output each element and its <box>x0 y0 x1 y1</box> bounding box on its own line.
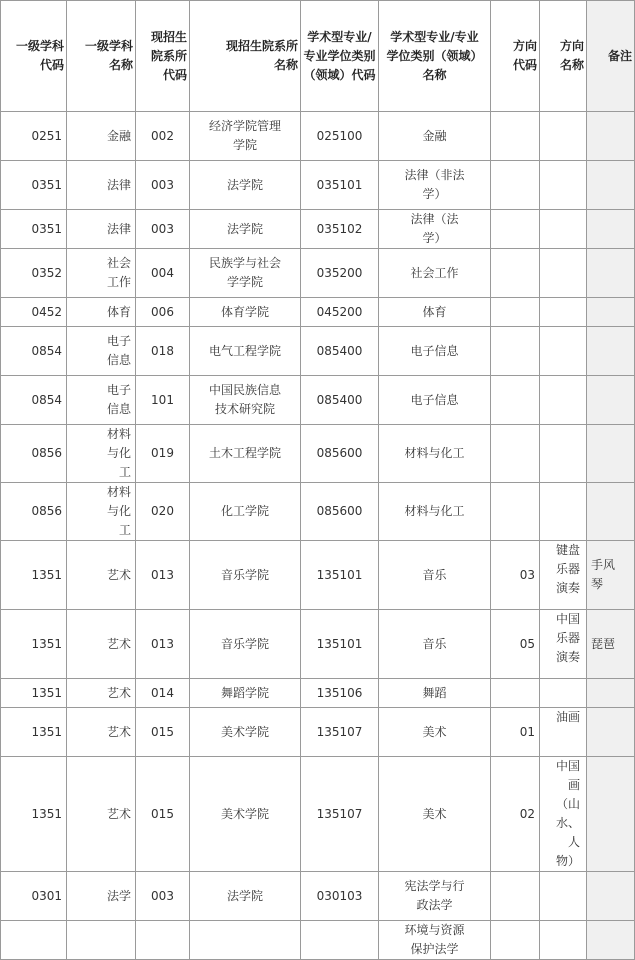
cell-dept-name: 法学院 <box>190 161 301 210</box>
cell-dir-name <box>540 327 587 376</box>
cell-dir-name: 中国画（山水、人物） <box>540 757 587 872</box>
cell-code: 0452 <box>1 298 67 327</box>
cell-dept-code: 006 <box>136 298 190 327</box>
cell-dir-name <box>540 921 587 960</box>
table-row <box>1 112 635 161</box>
cell-code: 1351 <box>1 708 67 757</box>
cell-dir-code: 05 <box>491 610 540 679</box>
table-row <box>1 872 635 921</box>
cell-major-name: 音乐 <box>379 541 491 610</box>
cell-dept-name: 土木工程学院 <box>190 425 301 483</box>
cell-dir-code <box>491 249 540 298</box>
cell-name: 艺术 <box>67 708 136 757</box>
cell-code: 0351 <box>1 161 67 210</box>
cell-major-code: 135101 <box>301 541 379 610</box>
cell-dir-name <box>540 112 587 161</box>
table-row <box>1 679 635 708</box>
header-cell: 现招生院系所代码 <box>136 1 190 112</box>
cell-code: 0854 <box>1 327 67 376</box>
cell-note <box>587 327 635 376</box>
cell-name: 法律 <box>67 210 136 249</box>
cell-major-code: 085600 <box>301 483 379 541</box>
cell-name: 艺术 <box>67 541 136 610</box>
header-cell: 方向代码 <box>491 1 540 112</box>
cell-dept-name: 舞蹈学院 <box>190 679 301 708</box>
cell-dir-code <box>491 679 540 708</box>
cell-dept-name: 民族学与社会学学院 <box>190 249 301 298</box>
cell-note <box>587 376 635 425</box>
cell-name: 电子信息 <box>67 327 136 376</box>
cell-dir-name <box>540 483 587 541</box>
cell-dir-code <box>491 921 540 960</box>
cell-dept-code: 014 <box>136 679 190 708</box>
cell-dept-code: 101 <box>136 376 190 425</box>
cell-name: 法学 <box>67 872 136 921</box>
cell-major-name: 环境与资源保护法学 <box>379 921 491 960</box>
cell-note <box>587 161 635 210</box>
cell-code: 0251 <box>1 112 67 161</box>
cell-code: 0854 <box>1 376 67 425</box>
cell-name: 材料与化工 <box>67 425 136 483</box>
cell-dir-code <box>491 298 540 327</box>
cell-dir-code <box>491 425 540 483</box>
cell-dept-name: 电气工程学院 <box>190 327 301 376</box>
cell-dept-code: 003 <box>136 872 190 921</box>
cell-name: 艺术 <box>67 757 136 872</box>
cell-dept-name: 音乐学院 <box>190 541 301 610</box>
cell-dept-code: 013 <box>136 610 190 679</box>
cell-note <box>587 679 635 708</box>
cell-dept-name: 化工学院 <box>190 483 301 541</box>
cell-major-name: 材料与化工 <box>379 425 491 483</box>
cell-dept-code: 015 <box>136 757 190 872</box>
cell-dir-code: 02 <box>491 757 540 872</box>
cell-name: 艺术 <box>67 679 136 708</box>
cell-dept-code: 020 <box>136 483 190 541</box>
header-cell: 一级学科代码 <box>1 1 67 112</box>
cell-dept-code <box>136 921 190 960</box>
cell-major-code: 085400 <box>301 327 379 376</box>
cell-dir-code <box>491 161 540 210</box>
cell-dept-code: 004 <box>136 249 190 298</box>
cell-dir-name <box>540 679 587 708</box>
header-cell: 现招生院系所名称 <box>190 1 301 112</box>
cell-dir-name: 中国乐器演奏 <box>540 610 587 679</box>
cell-dir-name <box>540 298 587 327</box>
cell-note <box>587 298 635 327</box>
cell-dept-code: 019 <box>136 425 190 483</box>
table-row <box>1 610 635 679</box>
cell-dir-code <box>491 112 540 161</box>
cell-dept-name: 美术学院 <box>190 708 301 757</box>
table-row <box>1 708 635 757</box>
table-row <box>1 249 635 298</box>
cell-major-name: 材料与化工 <box>379 483 491 541</box>
cell-code: 0856 <box>1 483 67 541</box>
cell-dept-name: 体育学院 <box>190 298 301 327</box>
cell-dept-code: 015 <box>136 708 190 757</box>
cell-major-code: 035102 <box>301 210 379 249</box>
cell-dir-code <box>491 327 540 376</box>
cell-dir-code <box>491 376 540 425</box>
cell-major-name: 美术 <box>379 757 491 872</box>
cell-code: 0301 <box>1 872 67 921</box>
header-cell: 方向名称 <box>540 1 587 112</box>
cell-major-code: 135106 <box>301 679 379 708</box>
cell-code: 1351 <box>1 541 67 610</box>
header-cell: 学术型专业/专业学位类别（领域）名称 <box>379 1 491 112</box>
cell-dept-code: 003 <box>136 210 190 249</box>
table-row <box>1 161 635 210</box>
cell-major-name: 金融 <box>379 112 491 161</box>
cell-dir-code: 03 <box>491 541 540 610</box>
table-row <box>1 541 635 610</box>
cell-major-code: 035101 <box>301 161 379 210</box>
header-row <box>1 1 635 112</box>
header-cell: 学术型专业/专业学位类别（领域）代码 <box>301 1 379 112</box>
cell-note <box>587 483 635 541</box>
table-row <box>1 425 635 483</box>
cell-major-name: 电子信息 <box>379 327 491 376</box>
cell-note <box>587 425 635 483</box>
table-row <box>1 298 635 327</box>
cell-dept-name: 法学院 <box>190 210 301 249</box>
cell-dir-code <box>491 872 540 921</box>
cell-note <box>587 249 635 298</box>
cell-dir-name <box>540 210 587 249</box>
cell-dir-name <box>540 425 587 483</box>
cell-note <box>587 210 635 249</box>
table-row <box>1 376 635 425</box>
cell-dir-name <box>540 161 587 210</box>
cell-dir-name: 油画 <box>540 708 587 757</box>
cell-dir-code: 01 <box>491 708 540 757</box>
cell-name: 社会工作 <box>67 249 136 298</box>
cell-dept-code: 018 <box>136 327 190 376</box>
cell-note <box>587 708 635 757</box>
cell-major-code <box>301 921 379 960</box>
cell-note <box>587 921 635 960</box>
cell-dept-name <box>190 921 301 960</box>
cell-major-code: 135101 <box>301 610 379 679</box>
cell-note <box>587 112 635 161</box>
cell-major-code: 030103 <box>301 872 379 921</box>
cell-major-code: 035200 <box>301 249 379 298</box>
cell-dept-code: 002 <box>136 112 190 161</box>
cell-name: 体育 <box>67 298 136 327</box>
cell-dept-name: 法学院 <box>190 872 301 921</box>
cell-major-name: 电子信息 <box>379 376 491 425</box>
cell-note: 手风琴 <box>587 541 635 610</box>
cell-dir-code <box>491 210 540 249</box>
cell-major-name: 体育 <box>379 298 491 327</box>
cell-dept-code: 013 <box>136 541 190 610</box>
cell-major-name: 法律（法学） <box>379 210 491 249</box>
table-row <box>1 327 635 376</box>
cell-note <box>587 872 635 921</box>
table-row <box>1 757 635 872</box>
header-cell: 备注 <box>587 1 635 112</box>
cell-code: 0352 <box>1 249 67 298</box>
cell-major-code: 045200 <box>301 298 379 327</box>
cell-code <box>1 921 67 960</box>
cell-name <box>67 921 136 960</box>
cell-dir-name <box>540 376 587 425</box>
cell-note <box>587 757 635 872</box>
cell-name: 法律 <box>67 161 136 210</box>
cell-major-code: 025100 <box>301 112 379 161</box>
cell-name: 艺术 <box>67 610 136 679</box>
cell-major-name: 宪法学与行政法学 <box>379 872 491 921</box>
table-row <box>1 483 635 541</box>
cell-major-name: 社会工作 <box>379 249 491 298</box>
cell-major-name: 美术 <box>379 708 491 757</box>
table-row <box>1 210 635 249</box>
cell-name: 金融 <box>67 112 136 161</box>
cell-code: 0351 <box>1 210 67 249</box>
cell-code: 1351 <box>1 679 67 708</box>
cell-note: 琵琶 <box>587 610 635 679</box>
cell-major-name: 音乐 <box>379 610 491 679</box>
cell-code: 0856 <box>1 425 67 483</box>
cell-major-code: 135107 <box>301 757 379 872</box>
cell-code: 1351 <box>1 610 67 679</box>
cell-major-code: 085400 <box>301 376 379 425</box>
cell-dir-name <box>540 872 587 921</box>
table-row <box>1 921 635 960</box>
cell-name: 电子信息 <box>67 376 136 425</box>
cell-dept-code: 003 <box>136 161 190 210</box>
cell-dept-name: 美术学院 <box>190 757 301 872</box>
cell-name: 材料与化工 <box>67 483 136 541</box>
cell-major-code: 085600 <box>301 425 379 483</box>
cell-dept-name: 中国民族信息技术研究院 <box>190 376 301 425</box>
cell-major-name: 法律（非法学） <box>379 161 491 210</box>
cell-dept-name: 音乐学院 <box>190 610 301 679</box>
cell-dept-name: 经济学院管理学院 <box>190 112 301 161</box>
cell-dir-name: 键盘乐器演奏 <box>540 541 587 610</box>
cell-dir-name <box>540 249 587 298</box>
cell-dir-code <box>491 483 540 541</box>
header-cell: 一级学科名称 <box>67 1 136 112</box>
cell-major-code: 135107 <box>301 708 379 757</box>
cell-major-name: 舞蹈 <box>379 679 491 708</box>
cell-code: 1351 <box>1 757 67 872</box>
